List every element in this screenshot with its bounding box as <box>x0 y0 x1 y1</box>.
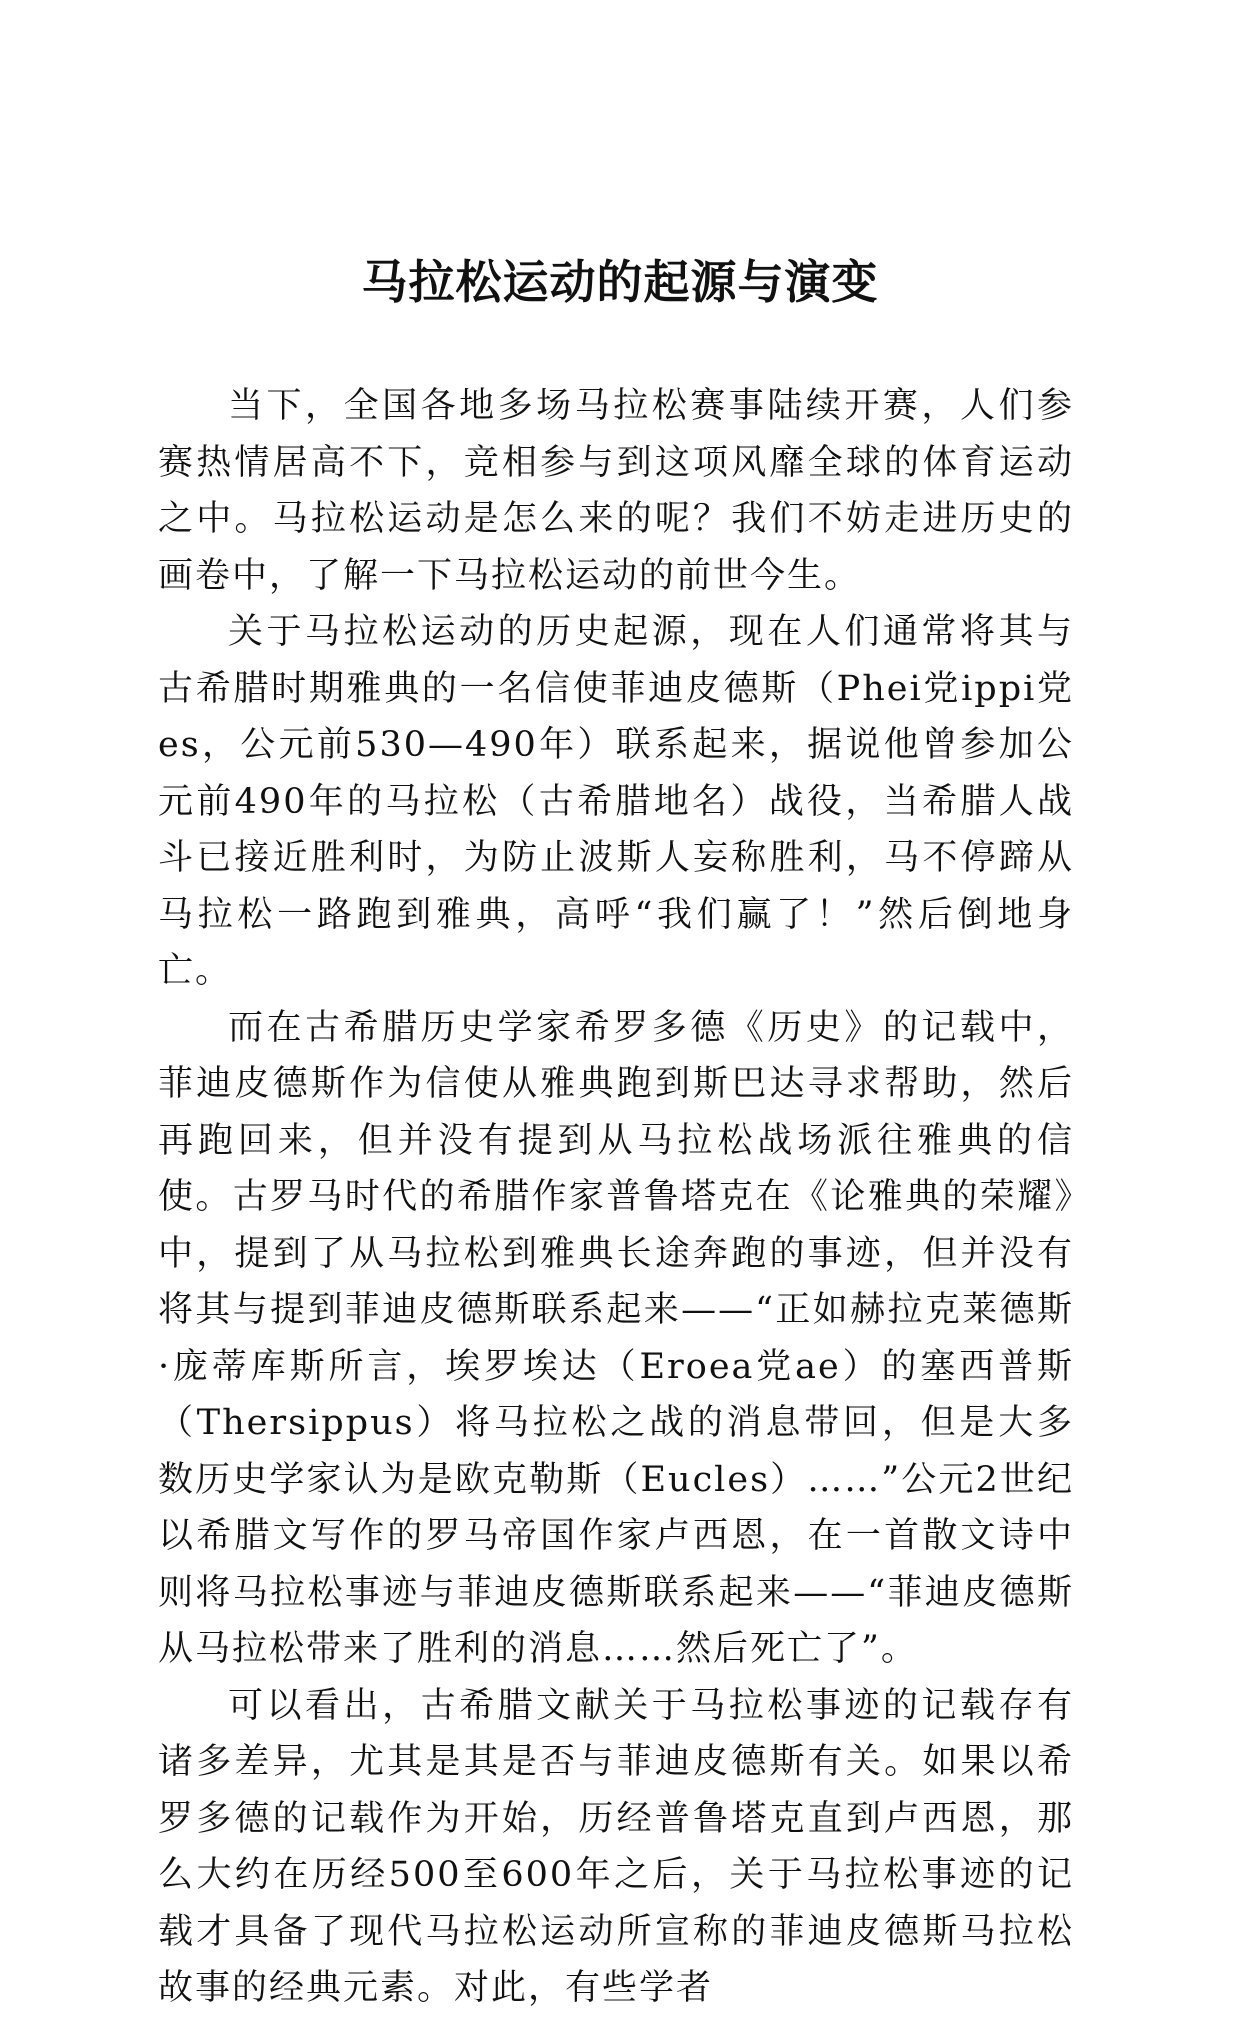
paragraph-1: 当下，全国各地多场马拉松赛事陆续开赛，人们参赛热情居高不下，竞相参与到这项风靡全球的体育运动之中。马拉松运动是怎么来的呢？我们不妨走进历史的画卷中，了解一下马拉松运动的前世今生。 <box>158 386 1074 596</box>
paragraph-3: 而在古希腊历史学家希罗多德《历史》的记载中，菲迪皮德斯作为信使从雅典跑到斯巴达寻求帮助，然后再跑回来，但并没有提到从马拉松战场派往雅典的信使。古罗马时代的希腊作家普鲁塔克在《论雅典的荣耀》中，提到了从马拉松到雅典长途奔跑的事迹，但并没有将其与提到菲迪皮德斯联系起来——“正如赫拉克莱德斯·庞蒂库斯所言，埃罗埃达（Eroea党ae）的塞西普斯（Thersippus）将马拉松之战的消息带回，但是大多数历史学家认为是欧克勒斯（Eucles）……”公元2世纪以希腊文写作的罗马帝国作家卢西恩，在一首散文诗中则将马拉松事迹与菲迪皮德斯联系起来——“菲迪皮德斯从马拉松带来了胜利的消息……然后死亡了”。 <box>158 1007 1074 1669</box>
article-body <box>158 378 1074 2017</box>
article-title: 马拉松运动的起源与演变 <box>361 255 879 309</box>
paragraph-2: 关于马拉松运动的历史起源，现在人们通常将其与古希腊时期雅典的一名信使菲迪皮德斯（Phei党ippi党es，公元前530—490年）联系起来，据说他曾参加公元前490年的马拉松（古希腊地名）战役，当希腊人战斗已接近胜利时，为防止波斯人妄称胜利，马不停蹄从马拉松一路跑到雅典，高呼“我们赢了！”然后倒地身亡。 <box>158 612 1074 991</box>
paragraph-4: 可以看出，古希腊文献关于马拉松事迹的记载存有诸多差异，尤其是其是否与菲迪皮德斯有关。如果以希罗多德的记载作为开始，历经普鲁塔克直到卢西恩，那么大约在历经500至600年之后，关于马拉松事迹的记载才具备了现代马拉松运动所宣称的菲迪皮德斯马拉松故事的经典元素。对此，有些学者 <box>158 1685 1074 2008</box>
